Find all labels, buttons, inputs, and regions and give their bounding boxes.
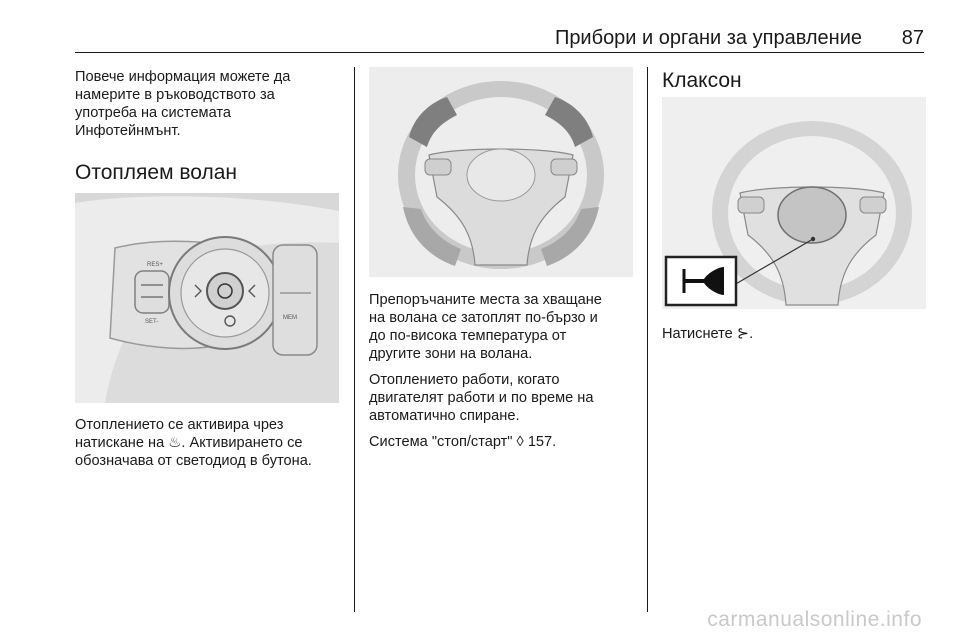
mem-label: MEM	[283, 315, 297, 321]
p1-line-1: Препоръчаните места за хващане	[369, 292, 602, 308]
p1-line-2: на волана се затоплят по-бързо и	[369, 310, 598, 326]
heated-wheel-paragraph	[75, 416, 347, 470]
column-divider-2	[647, 67, 648, 612]
column-divider-1	[354, 67, 355, 612]
grip-paragraph-3	[369, 433, 641, 451]
intro-line-1: Повече информация можете да	[75, 69, 291, 85]
steering-wheel-grip-illustration	[369, 67, 633, 277]
section-title: Прибори и органи за управление	[554, 27, 862, 49]
page-number: 87	[901, 27, 924, 49]
heated-wheel-heading: Отопляем волан	[75, 161, 238, 184]
column-1-body	[75, 416, 347, 470]
horn-figure	[662, 97, 926, 309]
intro-line-3: употреба на системата	[75, 105, 232, 121]
heated-wheel-figure	[75, 193, 339, 403]
horn-paragraph: Натиснете ⊱.	[662, 326, 754, 342]
body-line-1: Отоплението се активира чрез	[75, 417, 284, 433]
intro-line-2: намерите в ръководството за	[75, 87, 275, 103]
page-header	[75, 26, 924, 53]
p2-line-2: двигателят работи и по време на	[369, 390, 594, 406]
watermark: carmanualsonline.info	[707, 608, 922, 631]
grip-paragraph-2	[369, 371, 641, 425]
steering-controls-illustration	[75, 193, 339, 403]
stop-start-reference: Система "стоп/старт" ◊ 157.	[369, 434, 557, 450]
p2-line-3: автоматично спиране.	[369, 408, 520, 424]
horn-heading: Клаксон	[662, 69, 742, 92]
p2-line-1: Отоплението работи, когато	[369, 372, 560, 388]
res-label: RES+	[147, 262, 163, 268]
column-1	[75, 68, 345, 140]
set-label: SET-	[145, 319, 159, 325]
body-line-3: обозначава от светодиод в бутона.	[75, 453, 312, 469]
intro-line-4: Инфотейнмънт.	[75, 123, 181, 139]
grip-zones-figure	[369, 67, 633, 277]
body-line-2: натискане на ♨. Активирането се	[75, 435, 303, 451]
horn-illustration	[662, 97, 926, 309]
grip-paragraph-1	[369, 291, 641, 363]
column-2	[369, 291, 641, 451]
p1-line-3: до по-висока температура от	[369, 328, 567, 344]
p1-line-4: другите зони на волана.	[369, 346, 533, 362]
intro-paragraph	[75, 68, 345, 140]
